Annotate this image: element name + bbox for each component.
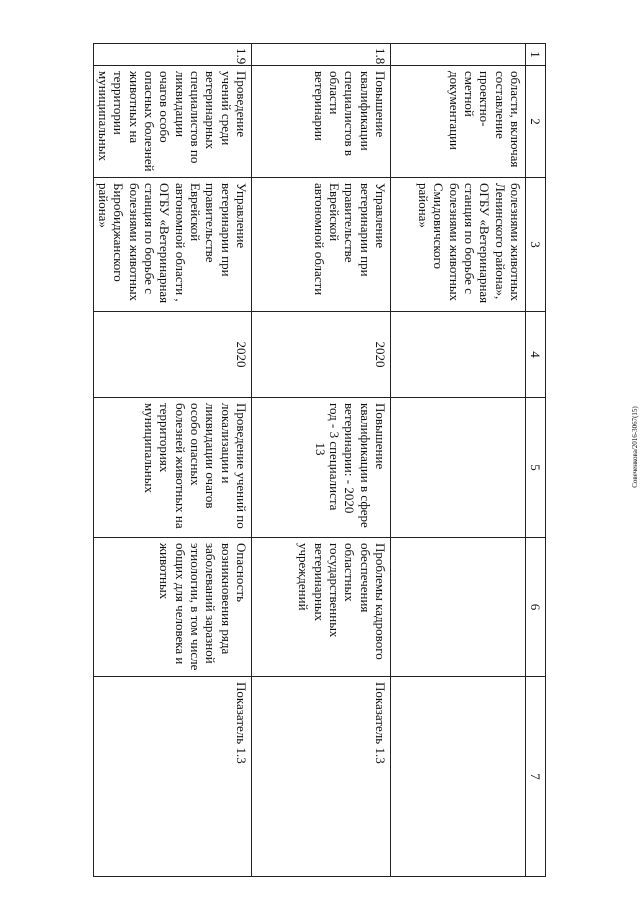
- expected-result: Проведение учений по локализации и ликвидации очагов особо опасных болезней животных на территориях муниципальных: [93, 398, 251, 538]
- consequences: Проблемы кадрового обеспечения областных государственных ветеринарных учреждений: [252, 538, 391, 677]
- consequences: [391, 538, 526, 677]
- indicator-link: Показатель 1.3: [252, 677, 391, 877]
- header-cell-2: 2: [526, 66, 546, 178]
- footer-code: Совеченкова/2016-3067(15): [631, 406, 639, 488]
- measure-name: Повышение квалификации специалистов в области ветеринарии: [252, 66, 391, 178]
- row-number: [391, 44, 526, 66]
- row-number: 1.9: [93, 44, 251, 66]
- indicator-link: Показатель 1.3: [93, 677, 251, 877]
- responsible-executor: Управление ветеринарии при правительстве Еврейской автономной области , ОГБУ «Ветеринарная станция по борьбе с болезнями животных Биробиджанского района»: [93, 178, 251, 312]
- responsible-executor: болезнями животных Ленинского района», ОГБУ «Ветеринарная станция по борьбе с болезнями животных Смидовичского района»: [391, 178, 526, 312]
- table-row: [252, 44, 391, 877]
- measure-name: Проведение учений среди ветеринарных специалистов по ликвидации очагов особо опасных болезней животных на территории муниципальных: [93, 66, 251, 178]
- header-cell-3: 3: [526, 178, 546, 312]
- header-cell-1: 1: [526, 44, 546, 66]
- expected-result: Повышение квалификации в сфере ветеринарии: - 2020 год - 3 специалиста: [252, 398, 391, 538]
- implementation-year: [391, 312, 526, 398]
- indicator-link: [391, 677, 526, 877]
- header-row: [526, 44, 546, 877]
- table-row: [391, 44, 526, 877]
- row-number: 1.8: [252, 44, 391, 66]
- header-cell-4: 4: [526, 312, 546, 398]
- header-cell-7: 7: [526, 677, 546, 877]
- consequences: Опасность возникновения ряда заболеваний заразной этиологии, в том числе общих для человека и животных: [93, 538, 251, 677]
- implementation-year: 2020: [252, 312, 391, 398]
- responsible-executor: Управление ветеринарии при правительстве Еврейской автономной области: [252, 178, 391, 312]
- implementation-year: 2020: [93, 312, 251, 398]
- rotated-table-container: [80, 43, 546, 876]
- measure-name: области, включая составление проектно-сметной документации: [391, 66, 526, 178]
- measures-table: [93, 43, 546, 877]
- page-number: 13: [313, 442, 328, 456]
- header-cell-5: 5: [526, 398, 546, 538]
- expected-result: [391, 398, 526, 538]
- table-row: [93, 44, 251, 877]
- header-cell-6: 6: [526, 538, 546, 677]
